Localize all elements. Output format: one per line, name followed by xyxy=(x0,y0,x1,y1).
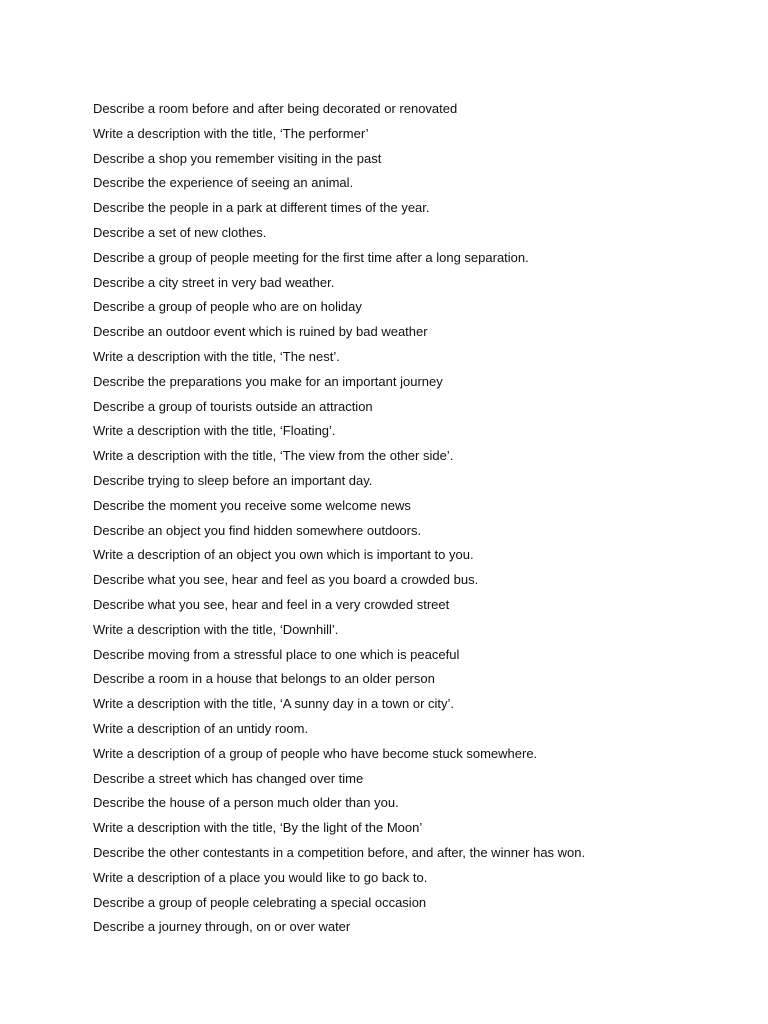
list-item: Describe a journey through, on or over water xyxy=(93,919,351,935)
list-item: Describe an object you find hidden somewhere outdoors. xyxy=(93,522,422,538)
list-item: Write a description of an untidy room. xyxy=(93,720,309,736)
list-item: Describe an outdoor event which is ruined by bad weather xyxy=(93,324,428,340)
list-item: Write a description with the title, ‘Floating’. xyxy=(93,423,336,439)
list-item: Write a description with the title, ‘By the light of the Moon’ xyxy=(93,820,423,836)
list-item: Describe a shop you remember visiting in the past xyxy=(93,150,382,166)
list-item: Describe a group of tourists outside an attraction xyxy=(93,398,373,414)
list-item: Describe a room in a house that belongs to an older person xyxy=(93,671,435,687)
list-item: Describe a room before and after being decorated or renovated xyxy=(93,101,458,116)
writing-prompt-list xyxy=(93,100,733,943)
list-item: Describe a street which has changed over time xyxy=(93,770,364,786)
list-item: Describe what you see, hear and feel in a very crowded street xyxy=(93,596,450,612)
list-item: Write a description of a group of people who have become stuck somewhere. xyxy=(93,745,538,761)
list-item: Describe the other contestants in a competition before, and after, the winner has won. xyxy=(93,844,586,860)
list-item: Write a description with the title, ‘Downhill’. xyxy=(93,621,339,637)
list-item: Write a description of an object you own which is important to you. xyxy=(93,547,474,563)
list-item: Describe a group of people celebrating a special occasion xyxy=(93,894,427,910)
list-item: Describe a set of new clothes. xyxy=(93,224,267,240)
list-item: Write a description with the title, ‘A sunny day in a town or city’. xyxy=(93,696,455,712)
list-item: Describe trying to sleep before an important day. xyxy=(93,472,373,488)
list-item: Write a description with the title, ‘The performer’ xyxy=(93,125,369,141)
list-item: Describe the house of a person much older than you. xyxy=(93,795,399,811)
list-item: Write a description of a place you would like to go back to. xyxy=(93,869,428,885)
list-item: Describe a group of people meeting for the first time after a long separation. xyxy=(93,249,529,265)
list-item: Describe the people in a park at different times of the year. xyxy=(93,200,430,216)
list-item: Describe the experience of seeing an animal. xyxy=(93,175,354,191)
list-item: Describe a city street in very bad weather. xyxy=(93,274,335,290)
list-item: Describe a group of people who are on holiday xyxy=(93,299,362,315)
list-item: Describe the moment you receive some welcome news xyxy=(93,497,411,513)
list-item: Write a description with the title, ‘The nest’. xyxy=(93,348,340,364)
list-item: Describe the preparations you make for an important journey xyxy=(93,373,443,389)
list-item: Describe moving from a stressful place to one which is peaceful xyxy=(93,646,460,662)
list-item: Write a description with the title, ‘The view from the other side’. xyxy=(93,448,454,464)
list-item: Describe what you see, hear and feel as you board a crowded bus. xyxy=(93,572,479,588)
